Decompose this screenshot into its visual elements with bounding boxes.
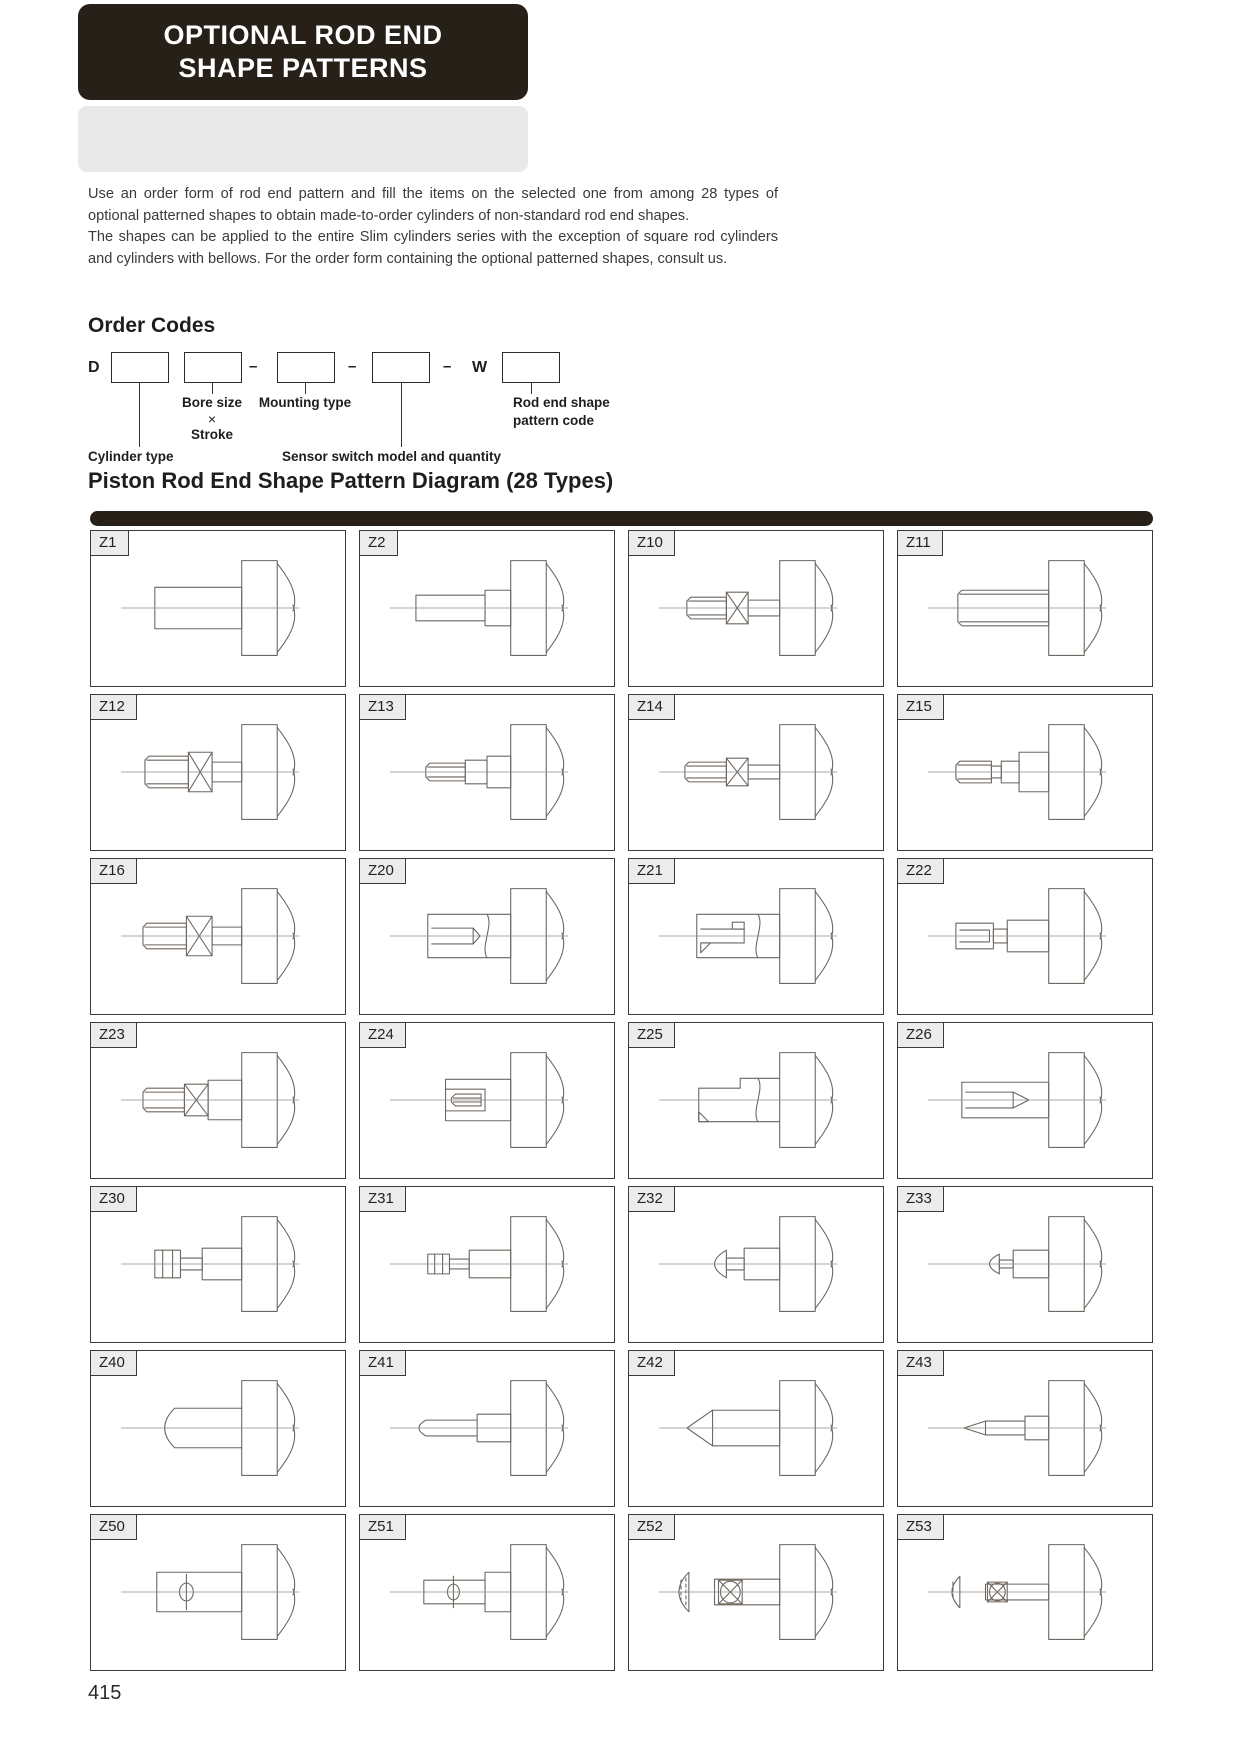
pattern-cell (359, 1350, 615, 1507)
connector-line-cylinder-type (139, 383, 140, 447)
page-title-line2: SHAPE PATTERNS (178, 53, 428, 83)
rod-end-drawing (91, 531, 345, 686)
pattern-code-badge: Z40 (90, 1350, 137, 1376)
pattern-cell (897, 1186, 1153, 1343)
pattern-cell (897, 1350, 1153, 1507)
intro-sentence-2: The shapes can be applied to the entire Slim cylinders series with the exception of square rod cylinders and cylinders with bellows. For the order form containing the optional patterned shapes, consult us. (88, 229, 778, 267)
order-code-box-sensor-switch (372, 352, 430, 383)
pattern-cell (359, 858, 615, 1015)
page-header (78, 4, 528, 100)
pattern-cell (90, 694, 346, 851)
pattern-code-badge: Z42 (628, 1350, 675, 1376)
pattern-cell (628, 1186, 884, 1343)
pattern-cell (628, 1022, 884, 1179)
pattern-code-badge: Z22 (897, 858, 944, 884)
pattern-code-badge: Z2 (359, 530, 398, 556)
pattern-code-badge: Z32 (628, 1186, 675, 1212)
pattern-cell (628, 1514, 884, 1671)
pattern-code-badge: Z51 (359, 1514, 406, 1540)
pattern-code-badge: Z25 (628, 1022, 675, 1048)
rod-end-drawing (360, 531, 614, 686)
pattern-code-badge: Z24 (359, 1022, 406, 1048)
pattern-code-badge: Z53 (897, 1514, 944, 1540)
order-code-separator-1: – (249, 358, 258, 375)
pattern-code-badge: Z50 (90, 1514, 137, 1540)
label-cylinder-type: Cylinder type (88, 449, 174, 464)
connector-line-rod-end (531, 383, 532, 394)
pattern-cell (90, 858, 346, 1015)
pattern-cell (90, 1186, 346, 1343)
pattern-code-badge: Z14 (628, 694, 675, 720)
pattern-code-badge: Z13 (359, 694, 406, 720)
pattern-grid (90, 530, 1153, 1671)
pattern-code-badge: Z30 (90, 1186, 137, 1212)
label-stroke: Stroke (190, 427, 234, 442)
section-divider-bar (90, 511, 1153, 526)
pattern-code-badge: Z20 (359, 858, 406, 884)
pattern-code-badge: Z16 (90, 858, 137, 884)
order-code-separator-2: – (348, 358, 357, 375)
pattern-code-badge: Z10 (628, 530, 675, 556)
pattern-cell (897, 530, 1153, 687)
label-sensor-switch: Sensor switch model and quantity (282, 449, 502, 464)
diagram-heading: Piston Rod End Shape Pattern Diagram (28 Types) (88, 468, 614, 493)
pattern-code-badge: Z41 (359, 1350, 406, 1376)
pattern-cell (90, 1514, 346, 1671)
label-rod-end-shape-line1: Rod end shape (513, 395, 610, 410)
order-code-box-rod-end (502, 352, 560, 383)
pattern-code-badge: Z12 (90, 694, 137, 720)
pattern-cell (359, 1186, 615, 1343)
order-codes-heading: Order Codes (88, 314, 216, 337)
pattern-cell (359, 694, 615, 851)
order-code-box-cylinder-type (111, 352, 169, 383)
pattern-cell (359, 530, 615, 687)
connector-line-sensor-switch (401, 383, 402, 447)
pattern-cell (90, 530, 346, 687)
label-rod-end-shape-line2: pattern code (513, 413, 595, 428)
pattern-cell (897, 694, 1153, 851)
pattern-cell (90, 1022, 346, 1179)
page-title-line1: OPTIONAL ROD END (163, 20, 443, 50)
pattern-code-badge: Z1 (90, 530, 129, 556)
pattern-code-badge: Z23 (90, 1022, 137, 1048)
order-code-box-mounting (277, 352, 335, 383)
label-bore-size: Bore size (181, 395, 243, 410)
pattern-code-badge: Z11 (897, 530, 943, 556)
pattern-cell (90, 1350, 346, 1507)
pattern-code-badge: Z52 (628, 1514, 675, 1540)
label-mounting-type: Mounting type (258, 395, 352, 410)
pattern-code-badge: Z21 (628, 858, 675, 884)
pattern-cell (628, 858, 884, 1015)
pattern-cell (628, 530, 884, 687)
order-code-prefix-w: W (472, 359, 488, 376)
pattern-cell (897, 1022, 1153, 1179)
pattern-code-badge: Z15 (897, 694, 944, 720)
order-code-prefix-d: D (88, 359, 100, 376)
intro-paragraph (88, 184, 778, 270)
pattern-code-badge: Z33 (897, 1186, 944, 1212)
subtitle-panel (78, 106, 528, 172)
pattern-code-badge: Z31 (359, 1186, 406, 1212)
pattern-cell (359, 1514, 615, 1671)
connector-line-bore-stroke (212, 383, 213, 394)
label-times: × (207, 411, 217, 427)
pattern-cell (897, 858, 1153, 1015)
page-number: 415 (88, 1682, 122, 1704)
pattern-cell (359, 1022, 615, 1179)
intro-sentence-1: Use an order form of rod end pattern and fill the items on the selected one from among 28 types of optional patterned shapes to obtain made-to-order cylinders of non-standard rod end shapes. (88, 186, 778, 224)
order-code-box-bore-stroke (184, 352, 242, 383)
pattern-code-badge: Z26 (897, 1022, 944, 1048)
connector-line-mounting (305, 383, 306, 394)
pattern-cell (628, 694, 884, 851)
pattern-cell (628, 1350, 884, 1507)
order-code-separator-3: – (443, 358, 452, 375)
pattern-code-badge: Z43 (897, 1350, 944, 1376)
pattern-cell (897, 1514, 1153, 1671)
